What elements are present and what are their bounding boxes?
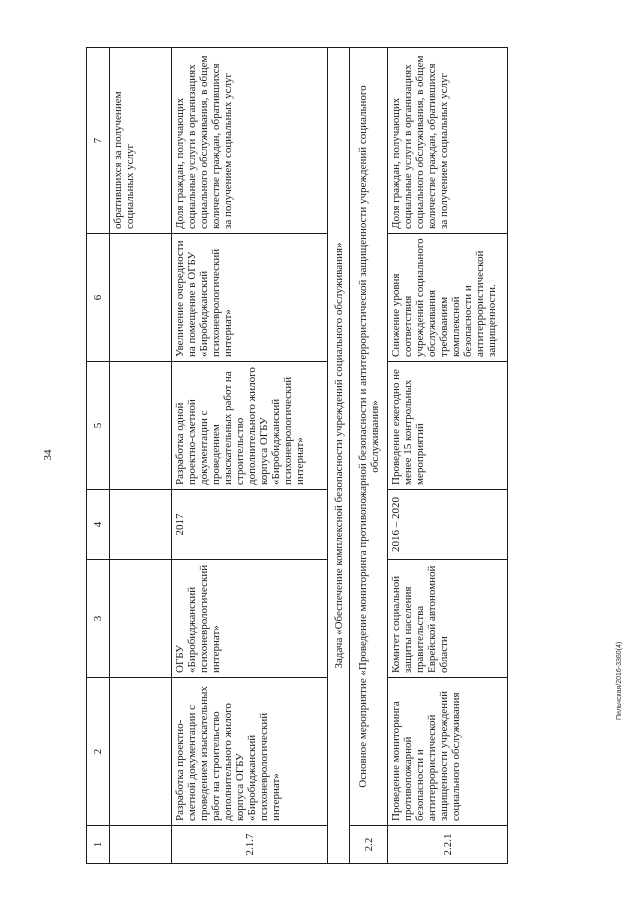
- cell-result: Разработка одной проектно-сметной документации с проведением изыскательных работ на строительство дополнительного жилого корпуса ОГБУ «Биробиджанский психоневрологический интернат»: [172, 362, 328, 490]
- page-number: 34: [42, 449, 54, 461]
- cell-year: 2017: [172, 490, 328, 560]
- header-cell-1: 1: [87, 826, 110, 864]
- cell-indicator: Доля граждан, получающих социальные услуги в организациях социального обслуживания, в общем количестве граждан, обратившихся за получением социальных услуг: [388, 48, 508, 234]
- header-cell-5: 5: [87, 362, 110, 490]
- document-code: Пильчская/2016-3360(4): [616, 641, 623, 720]
- cell-activity-name: Проведение мониторинга противопожарной безопасности и антитеррористической защищенности учреждений социального обслуживания: [388, 678, 508, 826]
- cell-indicator: обратившихся за получением социальных услуг: [110, 48, 172, 234]
- header-cell-4: 4: [87, 490, 110, 560]
- table-row-2-2-1: [388, 48, 508, 864]
- cell-number: 2.2: [350, 826, 388, 864]
- cell-activity-name: Разработка проектно-сметной документации с проведением изыскательных работ на строительство дополнительного жилого корпуса ОГБУ «Биробиджанский психоневрологический интернат»: [172, 678, 328, 826]
- cell-year: 2016 – 2020: [388, 490, 508, 560]
- cell-result: Проведение ежегодно не менее 15 контрольных мероприятий: [388, 362, 508, 490]
- header-cell-7: 7: [87, 48, 110, 234]
- activities-table: [86, 47, 508, 864]
- task-heading: Задача «Обеспечение комплексной безопасности учреждений социального обслуживания»: [328, 48, 350, 864]
- cell-effect: Снижение уровня соответствия учреждений социального обслуживания требованиям комплексной безопасности и антитеррористической защищенности.: [388, 234, 508, 362]
- header-row: [87, 48, 110, 864]
- header-cell-2: 2: [87, 678, 110, 826]
- cell-number: 2.1.7: [172, 826, 328, 864]
- table-row-continuation: [110, 48, 172, 864]
- header-cell-3: 3: [87, 560, 110, 678]
- rotated-table-container: [86, 48, 506, 864]
- cell-executor: Комитет социальной защиты населения правительства Еврейской автономной области: [388, 560, 508, 678]
- task-heading-row: [328, 48, 350, 864]
- table-row-2-2: [350, 48, 388, 864]
- cell-executor: ОГБУ «Биробиджанский психоневрологический интернат»: [172, 560, 328, 678]
- header-cell-6: 6: [87, 234, 110, 362]
- cell-indicator: Доля граждан, получающих социальные услуги в организациях социального обслуживания, в общем количестве граждан, обратившихся за получением социальных услуг: [172, 48, 328, 234]
- main-activity-heading: Основное мероприятие «Проведение мониторинга противопожарной безопасности и антитеррористической защищенности учреждений социального обслуживания»: [350, 48, 388, 826]
- cell-effect: Увеличение очередности на помещение в ОГБУ «Биробиджанский психоневрологический интернат»: [172, 234, 328, 362]
- cell-number: 2.2.1: [388, 826, 508, 864]
- table-row-2-1-7: [172, 48, 328, 864]
